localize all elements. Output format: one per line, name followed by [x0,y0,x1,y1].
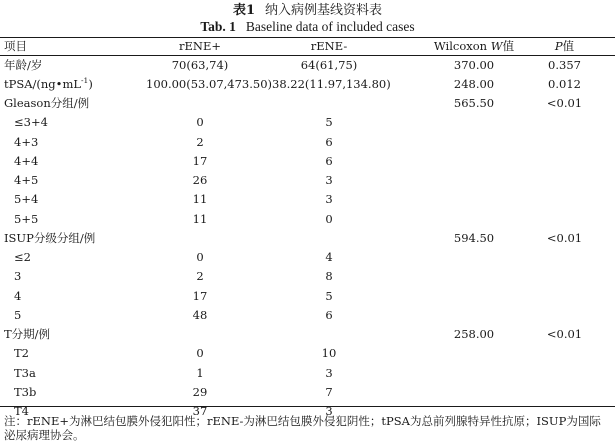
wilcoxon-value [422,248,528,267]
p-value [528,305,615,324]
p-value [528,344,615,363]
row-label: ≤2 [14,250,31,265]
table-row [0,228,615,247]
p-value [528,209,615,228]
p-value: 0.012 [548,76,581,91]
wilcoxon-value: 258.00 [453,327,495,342]
header-rene-positive: rENE+ [179,39,221,53]
table-row [0,363,615,382]
table-row [0,113,615,132]
rene-positive-value: 2 [196,269,204,284]
row-label-superscript: -1 [81,76,89,86]
row-label: Gleason分组/例 [4,96,90,111]
table-row [0,94,615,113]
wilcoxon-value [422,132,528,151]
rene-negative-value: 6 [325,307,333,322]
header-rene-negative: rENE- [310,39,348,53]
row-label: ≤3+4 [14,115,48,130]
wilcoxon-value: 248.00 [453,76,495,91]
rene-negative-value: 3 [325,365,333,380]
row-label: 4+5 [14,173,39,188]
row-label-end: ) [88,77,93,92]
p-value: <0.01 [546,96,583,111]
rene-negative-value: 4 [325,250,333,265]
p-value [528,382,615,401]
rene-positive-value: 26 [192,173,208,188]
row-label: T分期/例 [4,327,51,342]
rene-negative-value: 0 [325,211,333,226]
header-p-suffix: 值 [562,39,575,53]
rene-negative-value: 3 [325,404,333,419]
rene-positive-value: 1 [196,365,204,380]
table-row [0,248,615,267]
wilcoxon-value [422,305,528,324]
rene-positive-value [146,94,272,113]
p-value [528,267,615,286]
row-label: ISUP分级分组/例 [4,230,96,245]
rene-positive-value: 37 [192,404,208,419]
rene-positive-value: 2 [196,134,204,149]
rene-negative-value: 7 [325,384,333,399]
table-title-english [0,19,615,35]
table-row [0,286,615,305]
rene-negative-value: 8 [325,269,333,284]
p-value [528,151,615,170]
table-row [0,209,615,228]
wilcoxon-value: 370.00 [453,57,495,72]
row-label: 4 [14,288,22,303]
wilcoxon-value [422,363,528,382]
rene-positive-value: 17 [192,288,208,303]
wilcoxon-value [422,382,528,401]
wilcoxon-value [422,113,528,132]
table-row [0,190,615,209]
header-wilcoxon-suffix: 值 [502,39,515,53]
table-row [0,382,615,401]
rene-positive-value [146,325,272,344]
rene-negative-value: 6 [325,153,333,168]
wilcoxon-value: 565.50 [453,96,495,111]
row-label: 4+4 [14,153,39,168]
rene-negative-value: 38.22(11.97,134.80) [272,76,391,91]
table-row [0,74,615,93]
wilcoxon-value [422,267,528,286]
p-value: <0.01 [546,230,583,245]
row-label: T4 [14,404,29,419]
table-row [0,171,615,190]
wilcoxon-value [422,151,528,170]
table-row [0,344,615,363]
rene-negative-value: 6 [325,134,333,149]
row-label-main: tPSA/(ng•mL [4,77,81,92]
header-item: 项目 [4,39,27,53]
wilcoxon-value [422,209,528,228]
table-caption-cn: 纳入病例基线资料表 [265,3,383,18]
p-value [528,248,615,267]
p-value: <0.01 [546,327,583,342]
wilcoxon-value: 594.50 [453,230,495,245]
header-wilcoxon-prefix: Wilcoxon [433,39,491,53]
row-label: 4+3 [14,134,39,149]
rene-negative-value: 10 [321,346,337,361]
row-label: 5 [14,307,22,322]
header-p-italic: P [554,39,563,53]
row-label [0,74,146,93]
rene-negative-value: 64(61,75) [300,57,358,72]
p-value [528,363,615,382]
rene-negative-value [272,228,422,247]
p-value: 0.357 [548,57,581,72]
p-value [528,113,615,132]
rene-negative-value: 5 [325,288,333,303]
wilcoxon-value [422,171,528,190]
rene-positive-value: 29 [192,384,208,399]
row-label: T3b [14,384,37,399]
table-number-en: Tab. 1 [200,19,236,34]
wilcoxon-value [422,344,528,363]
p-value [528,190,615,209]
rene-positive-value: 70(63,74) [171,57,229,72]
table-row [0,151,615,170]
wilcoxon-value [422,190,528,209]
p-value [528,132,615,151]
table-title-chinese [0,3,615,19]
row-label: 年龄/岁 [4,57,43,72]
baseline-data-table [0,37,615,421]
table-row [0,305,615,324]
row-label: 5+5 [14,211,39,226]
table-row [0,267,615,286]
table-header-row [0,37,615,55]
row-label: 3 [14,269,22,284]
table-footnote: 注：rENE+为淋巴结包膜外侵犯阳性；rENE-为淋巴结包膜外侵犯阴性；tPSA为总前列腺特异性抗原；ISUP为国际泌尿病理协会。 [4,414,601,442]
rene-negative-value [272,94,422,113]
row-label: 5+4 [14,192,39,207]
rene-negative-value [272,325,422,344]
header-p-value [528,37,615,55]
rene-positive-value [146,228,272,247]
row-label: T3a [14,365,36,380]
header-wilcoxon [422,37,528,55]
rene-positive-value: 17 [192,153,208,168]
rene-positive-value: 0 [196,115,204,130]
rene-positive-value: 0 [196,346,204,361]
header-wilcoxon-w: W [490,39,503,53]
p-value [528,286,615,305]
rene-positive-value: 0 [196,250,204,265]
rene-negative-value: 5 [325,115,333,130]
table-row [0,55,615,74]
rene-positive-value: 11 [192,211,208,226]
p-value [528,171,615,190]
table-caption-en: Baseline data of included cases [245,19,415,34]
wilcoxon-value [422,286,528,305]
rene-positive-value: 11 [192,192,208,207]
rene-negative-value: 3 [325,173,333,188]
table-row [0,325,615,344]
row-label: T2 [14,346,29,361]
rene-positive-value: 100.00(53.07,473.50) [146,76,273,91]
table-number-cn: 表1 [232,3,256,18]
rene-positive-value: 48 [192,307,208,322]
table-row [0,132,615,151]
rene-negative-value: 3 [325,192,333,207]
